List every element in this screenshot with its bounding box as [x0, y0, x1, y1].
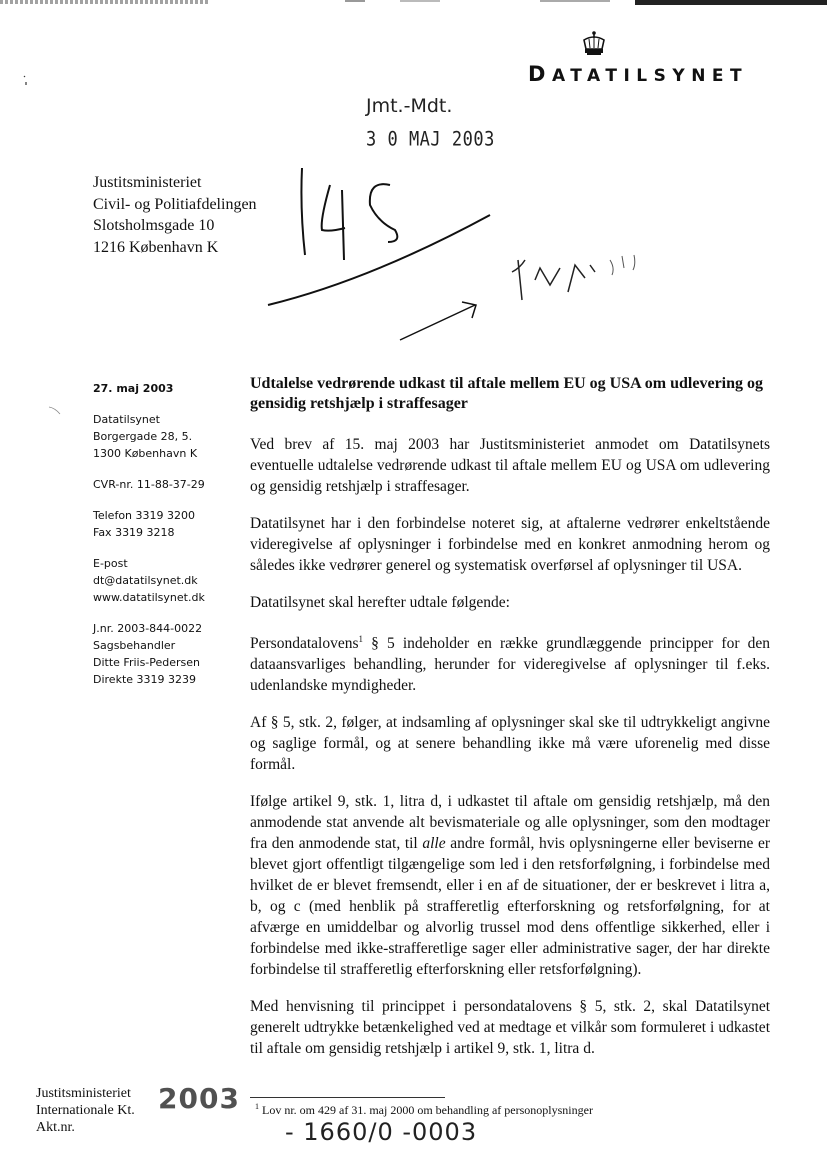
email-address: dt@datatilsynet.dk — [93, 574, 198, 587]
sender-city: 1300 København K — [93, 447, 198, 460]
sender-street: Borgergade 28, 5. — [93, 430, 193, 443]
body-paragraph: Datatilsynet har i den forbindelse noteret sig, at aftalerne vedrører enkeltstående videregivelse af oplysninger i forbindelse med en konkret anmodning herom og således ikke vedrører generel og systematisk overførsel af oplysninger til USA. — [250, 515, 770, 574]
address-line: Civil- og Politiafdelingen — [93, 195, 257, 213]
fax-number: Fax 3319 3218 — [93, 526, 175, 539]
case-handler-label: Sagsbehandler — [93, 639, 176, 652]
received-stamp-office: Jmt.-Mdt. — [366, 95, 453, 117]
body-paragraph: Med henvisning til princippet i persondatalovens § 5, stk. 2, skal Datatilsynet generelt udtrykke betænkelighed ved at medtage et vilkår som formuleret i udkastet til aftale om gensidig retshjælp i artikel 9, stk. 1, litra d. — [250, 998, 770, 1058]
address-line: Justitsministeriet — [93, 174, 202, 191]
sender-name: Datatilsynet — [93, 413, 160, 426]
footnote-divider — [250, 1097, 445, 1098]
sender-info-column — [93, 380, 243, 688]
archive-stamp-act-label: Akt.nr. — [36, 1120, 75, 1135]
crown-icon — [580, 30, 608, 58]
address-line: 1216 København K — [93, 238, 219, 256]
letter-body — [250, 434, 770, 1075]
journal-number: J.nr. 2003-844-0022 — [93, 622, 203, 635]
received-stamp-date: 3 0 MAJ 2003 — [366, 128, 495, 151]
cvr-number: CVR-nr. 11-88-37-29 — [93, 478, 205, 491]
footnote-text: Lov nr. om 429 af 31. maj 2000 om behandling af personoplysninger — [259, 1103, 593, 1117]
body-paragraph: Ved brev af 15. maj 2003 har Justitsministeriet anmodet om Datatilsynets eventuelle udtalelse vedrørende udkast til aftale mellem EU og USA om udlevering og gensidig retshjælp i straffesager. — [250, 436, 770, 495]
phone-number: Telefon 3319 3200 — [93, 509, 195, 522]
letter-date: 27. maj 2003 — [93, 382, 174, 395]
organization-name: ATATILSYNET — [551, 66, 749, 86]
footnote-ref: 1 — [358, 634, 363, 644]
letter-subject: Udtalelse vedrørende udkast til aftale mellem EU og USA om udlevering og gensidig retshjælp i straffesager — [250, 375, 764, 412]
body-paragraph: Datatilsynet skal herefter udtale følgende: — [250, 594, 510, 611]
email-label: E-post — [93, 557, 128, 570]
direct-phone: Direkte 3319 3239 — [93, 673, 197, 686]
footnote-marker: 1 — [255, 1102, 259, 1111]
recipient-address — [93, 172, 257, 258]
scan-artifact-top — [0, 0, 827, 8]
handwritten-annotation — [250, 160, 670, 360]
organization-logo: DATATILSYNET — [528, 62, 749, 86]
website: www.datatilsynet.dk — [93, 591, 205, 604]
archive-stamp-ministry: Justitsministeriet — [36, 1086, 131, 1101]
margin-mark — [48, 405, 62, 415]
address-line: Slotsholmsgade 10 — [93, 217, 215, 234]
handwritten-case-number: - 1660/0 -0003 — [285, 1118, 478, 1146]
archive-stamp-year: 2003 — [158, 1082, 240, 1115]
footnote — [255, 1102, 593, 1118]
body-paragraph: Af § 5, stk. 2, følger, at indsamling af oplysninger skal ske til udtrykkeligt angivne og saglige formål, og at senere behandling ikke må være uforenelig med disse formål. — [250, 714, 770, 774]
case-handler-name: Ditte Friis-Pedersen — [93, 656, 201, 669]
archive-stamp-office: Internationale Kt. — [36, 1103, 135, 1118]
body-paragraph: Ifølge artikel 9, stk. 1, litra d, i udkastet til aftale om gensidig retshjælp, må den anmodende stat anvende alt bevismateriale og alle oplysninger, som den modtager fra den anmodende stat, til alle andre formål, hvis oplysningerne eller beviserne er blevet gjort offentligt tilgængelige som led i den retsforfølgning, i forbindelse med hvilket de er blevet fremsendt, eller i en af de situationer, der er beskrevet i litra a, b, og c (med henblik på strafferetlig efterforskning og retsforfølgning, for at afværge en umiddelbar og alvorlig trussel mod dens offentlige sikkerhed, eller i forbindelse med ikke-strafferetlige sager eller administrative sager, der har direkte forbindelse til strafferetlig efterforskning eller retsforfølgning). — [250, 793, 770, 979]
archive-stamp — [36, 1082, 240, 1136]
body-paragraph: Persondatalovens$^1$ § 5 indeholder en række grundlæggende principper for den dataansvarliges behandling, herunder for videregivelse af oplysninger til f.eks. udenlandske myndigheder. — [250, 634, 770, 695]
emphasis: alle — [422, 835, 446, 853]
margin-mark — [22, 74, 30, 86]
